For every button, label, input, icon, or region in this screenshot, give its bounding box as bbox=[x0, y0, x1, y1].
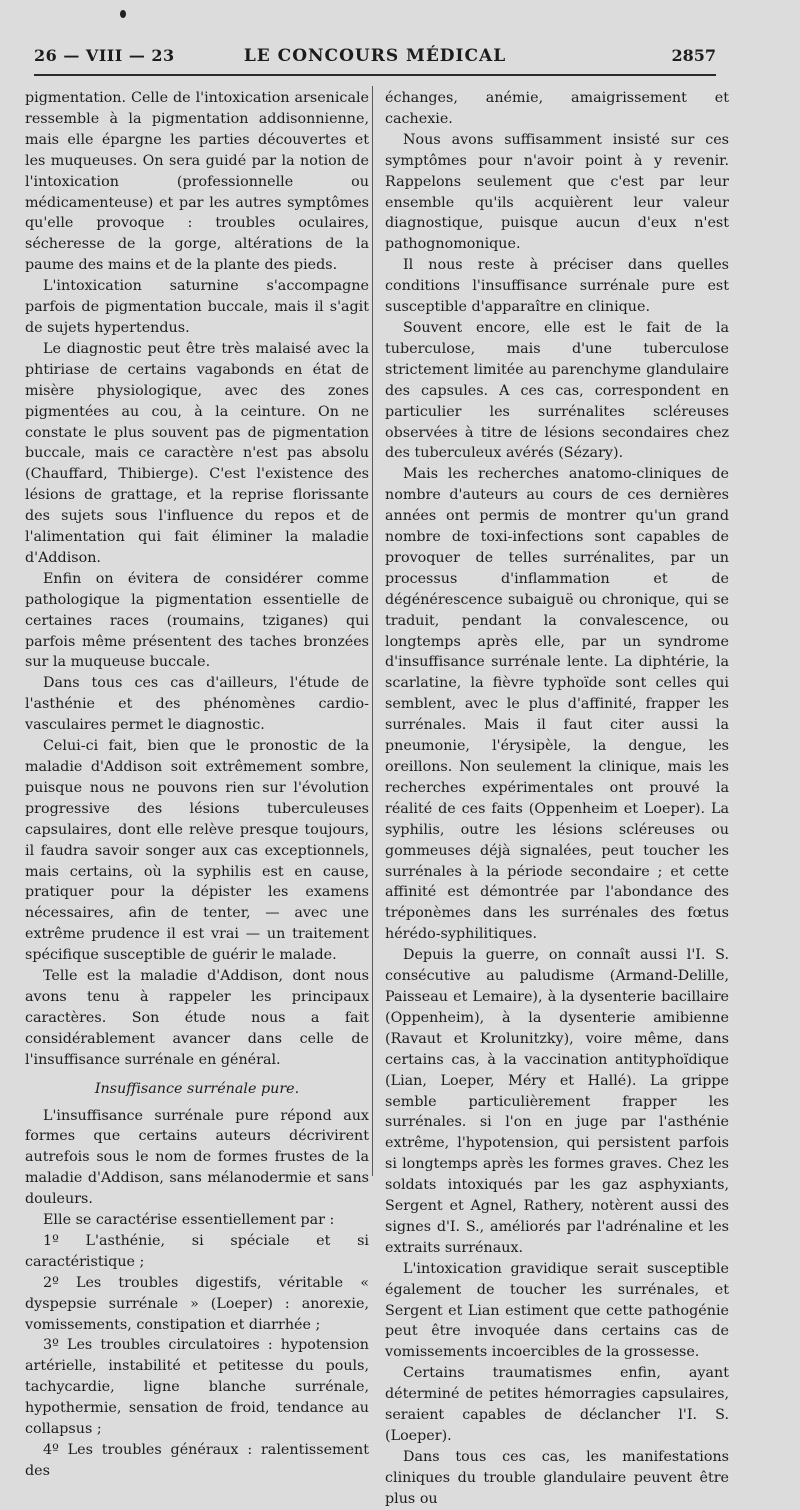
paragraph: Le diagnostic peut être très malaisé avec la phtiriase de certains vagabonds en état de misère physiologique, avec des zones pigmentées au cou, à la ceinture. On ne constate le plus souvent pas de pigmentation buccale, mais ce caractère n'est pas absolu (Chauffard, Thibierge). C'est l'existence des lésions de grattage, et la reprise florissante des sujets sous l'influence du repos et de l'alimentation qui fait éliminer la maladie d'Addison. bbox=[25, 340, 369, 566]
paragraph: Mais les recherches anatomo-cliniques de nombre d'auteurs au cours de ces dernières années ont permis de montrer qu'un grand nombre de toxi-infections sont capables de provoquer de telles surrénalites, par un processus d'inflammation et de dégénérescence subaiguë ou chronique, qui se traduit, pendant la convalescence, ou longtemps après elle, par un syndrome d'insuffisance surrénale lente. La diphtérie, la scarlatine, la fièvre typhoïde sont celles qui semblent, avec le plus d'affinité, frapper les surrénales. Mais il faut citer aussi la pneumonie, l'érysipèle, la dengue, les oreillons. Non seulement la clinique, mais les recherches expérimentales ont prouvé la réalité de ces faits (Oppenheim et Loeper). La syphilis, outre les lésions scléreuses ou gommeuses déjà signalées, peut toucher les surrénales à la période secondaire ; et cette affinité est démontrée par l'abondance des tréponèmes dans les surrénales des fœtus hérédo-syphilitiques. bbox=[385, 466, 729, 943]
paragraph: Celui-ci fait, bien que le pronostic de la maladie d'Addison soit extrêmement sombre, puisque nous ne pouvons rien sur l'évolution progressive des lésions tuberculeuses capsulaires, dont elle relève presque toujours, il faudra savoir songer aux cas exceptionnels, mais certains, où la syphilis est en cause, pratiquer pour la dépister les examens nécessaires, afin de tenter, — avec une extrême prudence il est vrai — un traitement spécifique susceptible de guérir le malade. bbox=[25, 738, 369, 964]
left-column bbox=[25, 88, 369, 1482]
right-column bbox=[385, 88, 729, 1510]
paragraph: Telle est la maladie d'Addison, dont nous avons tenu à rappeler les principaux caractères. Son étude nous a fait considérablement avancer dans celle de l'insuffisance surrénale en général. bbox=[25, 968, 369, 1068]
paragraph: L'intoxication saturnine s'accompagne parfois de pigmentation buccale, mais il s'agit de sujets hypertendus. bbox=[25, 278, 369, 336]
ink-dot bbox=[120, 10, 126, 18]
paragraph: 1º L'asthénie, si spéciale et si caractéristique ; bbox=[25, 1232, 369, 1270]
page-number: 2857 bbox=[671, 46, 716, 65]
paragraph: échanges, anémie, amaigrissement et cachexie. bbox=[385, 90, 729, 127]
header-rule bbox=[34, 74, 716, 76]
paragraph: Dans tous ces cas d'ailleurs, l'étude de l'asthénie et des phénomènes cardio-vasculaires permet le diagnostic. bbox=[25, 675, 369, 734]
paragraph: Dans tous ces cas, les manifestations cliniques du trouble glandulaire peuvent être plus ou bbox=[385, 1448, 729, 1507]
paragraph: Certains traumatismes enfin, ayant déterminé de petites hémorragies capsulaires, seraient capables de déclancher l'I. S. (Loeper). bbox=[385, 1365, 729, 1444]
paragraph: Elle se caractérise essentiellement par : bbox=[43, 1212, 335, 1229]
journal-title: LE CONCOURS MÉDICAL bbox=[243, 46, 507, 66]
paragraph: 2º Les troubles digestifs, véritable « dyspepsie surrénale » (Loeper) : anorexie, vomissements, constipation et diarrhée ; bbox=[25, 1274, 369, 1333]
issue-date: 26 — VIII — 23 bbox=[34, 46, 175, 65]
column-separator bbox=[372, 86, 373, 1176]
paragraph: Depuis la guerre, on connaît aussi l'I. S. consécutive au paludisme (Armand-Delille, Paisseau et Lemaire), à la dysenterie bacillaire (Oppenheim), à la dysenterie amibienne (Ravaut et Krolunitzky), voire même, dans certains cas, à la vaccination antityphoïdique (Lian, Loeper, Méry et Hallé). La grippe semble particulièrement frapper les surrénales. si l'on en juge par l'asthénie extrême, l'hypotension, qui persistent parfois si longtemps après les formes graves. Chez les soldats intoxiqués par les gaz asphyxiants, Sergent et Agnel, Rathery, notèrent aussi des signes d'I. S., améliorés par l'adrénaline et les extraits surrénaux. bbox=[385, 947, 729, 1256]
paragraph: Enfin on évitera de considérer comme pathologique la pigmentation essentielle de certaines races (roumains, tziganes) qui parfois même présentent des taches bronzées sur la muqueuse buccale. bbox=[25, 570, 369, 671]
paragraph: pigmentation. Celle de l'intoxication arsenicale ressemble à la pigmentation addisonnienne, mais elle épargne les parties découvertes et les muqueuses. On sera guidé par la notion de l'intoxication (professionnelle ou médicamenteuse) et par les autres symptômes qu'elle provoque : troubles oculaires, sécheresse de la gorge, altérations de la paume des mains et de la plante des pieds. bbox=[25, 90, 369, 274]
paragraph: L'intoxication gravidique serait susceptible également de toucher les surrénales, et Sergent et Lian estiment que cette pathogénie peut être invoquée dans certains cas de vomissements incoercibles de la grossesse. bbox=[385, 1260, 729, 1361]
paragraph: 4º Les troubles généraux : ralentissement des bbox=[25, 1442, 369, 1479]
running-header bbox=[34, 46, 716, 72]
paragraph: Il nous reste à préciser dans quelles conditions l'insuffisance surrénale pure est susceptible d'apparaître en clinique. bbox=[385, 257, 729, 316]
paragraph: Souvent encore, elle est le fait de la tuberculose, mais d'une tuberculose strictement limitée au parenchyme glandulaire des capsules. A ces cas, correspondent en particulier les surrénalites scléreuses observées à titre de lésions secondaires chez des tuberculeux avérés (Sézary). bbox=[385, 319, 729, 462]
paragraph: 3º Les troubles circulatoires : hypotension artérielle, instabilité et petitesse du pouls, tachycardie, ligne blanche surrénale, hypothermie, sensation de froid, tendance au collapsus ; bbox=[25, 1337, 369, 1438]
section-heading: Insuffisance surrénale pure. bbox=[94, 1080, 300, 1097]
paragraph: Nous avons suffisamment insisté sur ces symptômes pour n'avoir point à y revenir. Rappelons seulement que c'est par leur ensemble qu'ils acquièrent leur valeur diagnostique, puisque aucun d'eux n'est pathognomonique. bbox=[385, 131, 729, 253]
paragraph: L'insuffisance surrénale pure répond aux formes que certains auteurs décrivirent autrefois sous le nom de formes frustes de la maladie d'Addison, sans mélanodermie et sans douleurs. bbox=[25, 1107, 369, 1208]
